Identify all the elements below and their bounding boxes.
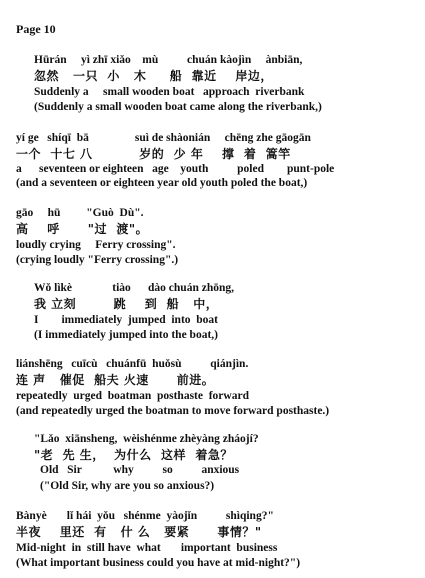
- translation-line: (What important business could you have at mid-night?"): [16, 557, 301, 569]
- pinyin-line: "Lǎo xiānsheng, wèishénme zhèyàng zháojí?: [34, 433, 259, 445]
- page-label: Page 10: [16, 22, 56, 36]
- pinyin-line: liánshēng cuīcù chuánfū huǒsù qiánjìn.: [16, 358, 249, 370]
- gloss-line: Old Sir why so anxious: [40, 464, 240, 476]
- pinyin-line: Hūrán yì zhī xiǎo mù chuán kàojìn ànbiān,: [34, 54, 303, 66]
- translation-line: ("Old Sir, why are you so anxious?): [40, 480, 215, 492]
- pinyin-line: yí ge shíqī bā suì de shàonián chēng zhe gāogān: [16, 132, 311, 144]
- gloss-line: repeatedly urged boatman posthaste forward: [16, 390, 249, 402]
- gloss-line: Mid-night in still have what important business: [16, 542, 278, 554]
- translation-line: (Suddenly a small wooden boat came along the riverbank,): [34, 101, 322, 113]
- pinyin-line: Bànyè lǐ hái yǒu shénme yàojǐn shìqing?": [16, 510, 274, 522]
- gloss-line: loudly crying Ferry crossing".: [16, 239, 176, 251]
- gloss-line: a seventeen or eighteen age youth poled punt-pole: [16, 163, 335, 175]
- hanzi-line: 连 声 催促 船夫 火速 前进。: [16, 373, 215, 387]
- translation-line: (and a seventeen or eighteen year old youth poled the boat,): [16, 177, 308, 189]
- translation-line: (I immediately jumped into the boat,): [34, 329, 218, 341]
- gloss-line: I immediately jumped into boat: [34, 314, 218, 326]
- hanzi-line: 一个 十七 八 岁的 少 年 撑 着 篙竿: [16, 147, 291, 161]
- hanzi-line: "老 先 生， 为什么 这样 着急？: [34, 448, 233, 462]
- hanzi-line: 我 立刻 跳 到 船 中，: [34, 297, 219, 311]
- hanzi-line: 忽然 一只 小 木 船 靠近 岸边，: [34, 69, 273, 83]
- gloss-line: Suddenly a small wooden boat approach riverbank: [34, 86, 305, 98]
- translation-line: (crying loudly "Ferry crossing".): [16, 254, 179, 266]
- translation-line: (and repeatedly urged the boatman to move forward posthaste.): [16, 405, 330, 417]
- pinyin-line: gāo hū "Guò Dù".: [16, 207, 144, 219]
- hanzi-line: 高 呼 "过 渡"。: [16, 222, 149, 236]
- hanzi-line: 半夜 里还 有 什 么 要紧 事情？": [16, 525, 262, 539]
- pinyin-line: Wǒ lìkè tiào dào chuán zhōng,: [34, 282, 234, 294]
